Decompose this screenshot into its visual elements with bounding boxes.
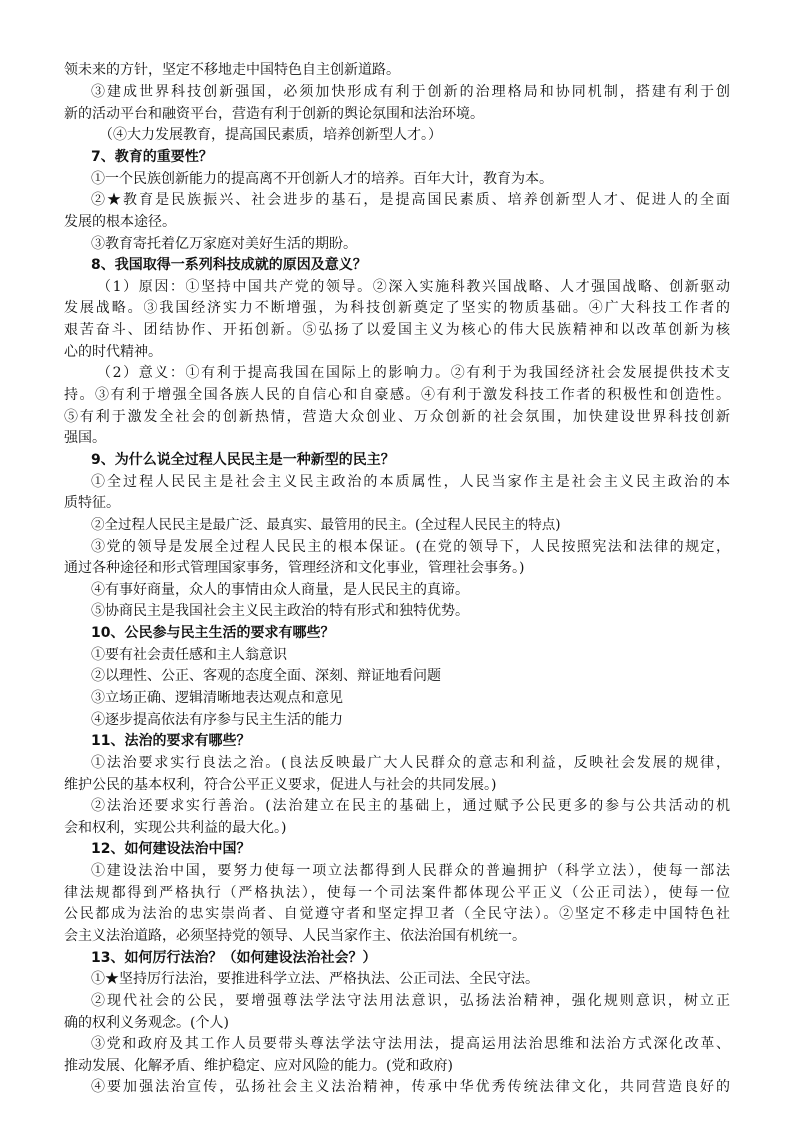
text-line: ⑤协商民主是我国社会主义民主政治的特有形式和独特优势。 <box>91 603 469 619</box>
text-line: ③教育寄托着亿万家庭对美好生活的期盼。 <box>91 236 357 252</box>
text-line: 强国。 <box>64 430 106 446</box>
text-line: （1）原因：①坚持中国共产党的领导。②深入实施科教兴国战略、人才强国战略、创新驱动 <box>97 279 730 295</box>
text-line: ①一个民族创新能力的提高离不开创新人才的培养。百年大计，教育为本。 <box>91 171 553 187</box>
section-heading: 12、如何建设法治中国？ <box>91 841 251 857</box>
text-line: ③建成世界科技创新强国，必须加快形成有利于创新的治理格局和协同机制，搭建有利于创 <box>91 84 730 100</box>
text-line: ②现代社会的公民，要增强尊法学法守法用法意识，弘扬法治精神，强化规则意识，树立正 <box>91 993 730 1009</box>
text-line: ②★教育是民族振兴、社会进步的基石，是提高国民素质、培养创新型人才、促进人的全面 <box>91 192 730 208</box>
text-line: 会和权利，实现公共利益的最大化。) <box>64 820 287 836</box>
text-line: ③党和政府及其工作人员要带头尊法学法守法用法，提高运用法治思维和法治方式深化改革、 <box>91 1036 730 1052</box>
text-line: （④大力发展教育，提高国民素质，培养创新型人才。） <box>99 127 442 143</box>
text-line: 公民都成为法治的忠实崇尚者、自觉遵守者和坚定捍卫者（全民守法）。②坚定不移走中国特色社 <box>64 906 730 922</box>
section-heading: 9、为什么说全过程人民民主是一种新型的民主？ <box>91 452 395 468</box>
text-line: ①★坚持厉行法治，要推进科学立法、严格执法、公正司法、全民守法。 <box>91 971 539 987</box>
text-line: ④逐步提高依法有序参与民主生活的能力 <box>91 712 343 728</box>
text-line: 发展的根本途径。 <box>64 214 176 230</box>
text-line: （2）意义：①有利于提高我国在国际上的影响力。②有利于为我国经济社会发展提供技术支 <box>97 365 730 381</box>
text-line: 新的活动平台和融资平台，营造有利于创新的舆论氛围和法治环境。 <box>64 106 484 122</box>
section-heading: 13、如何厉行法治？（如何建设法治社会？） <box>91 950 377 966</box>
text-line: 质特征。 <box>64 495 120 511</box>
text-line: ④要加强法治宣传，弘扬社会主义法治精神，传承中华优秀传统法律文化，共同营造良好的 <box>91 1079 730 1095</box>
text-line: 确的权利义务观念。(个人) <box>64 1015 229 1031</box>
text-line: ①建设法治中国，要努力使每一项立法都得到人民群众的普遍拥护（科学立法），使每一部法 <box>91 863 730 879</box>
text-line: 律法规都得到严格执行（严格执法），使每一个司法案件都体现公平正义（公正司法），使每一位 <box>64 885 730 901</box>
text-line: ④有事好商量，众人的事情由众人商量，是人民民主的真谛。 <box>91 582 469 598</box>
text-line: ①全过程人民民主是社会主义民主政治的本质属性，人民当家作主是社会主义民主政治的本 <box>91 474 730 490</box>
text-line: 领未来的方针，坚定不移地走中国特色自主创新道路。 <box>64 62 400 78</box>
text-line: 艰苦奋斗、团结协作、开拓创新。⑤弘扬了以爱国主义为核心的伟大民族精神和以改革创新为核 <box>64 322 730 338</box>
text-line: 持。③有利于增强全国各族人民的自信心和自豪感。④有利于激发科技工作者的积极性和创造性。 <box>64 387 730 403</box>
text-line: 心的时代精神。 <box>64 344 162 360</box>
text-line: ①法治要求实行良法之治。(良法反映最广大人民群众的意志和利益，反映社会发展的规律， <box>91 755 730 771</box>
text-line: ②全过程人民民主是最广泛、最真实、最管用的民主。(全过程人民民主的特点) <box>91 517 561 533</box>
text-line: 推动发展、化解矛盾、维护稳定、应对风险的能力。(党和政府) <box>64 1058 453 1074</box>
text-line: ③立场正确、逻辑清晰地表达观点和意见 <box>91 690 343 706</box>
text-line: 通过各种途径和形式管理国家事务，管理经济和文化事业，管理社会事务。) <box>64 560 525 576</box>
section-heading: 11、法治的要求有哪些？ <box>91 733 251 749</box>
section-heading: 10、公民参与民主生活的要求有哪些？ <box>91 625 335 641</box>
section-heading: 7、教育的重要性？ <box>91 149 213 165</box>
text-line: 会主义法治道路，必须坚持党的领导、人民当家作主、依法治国有机统一。 <box>64 928 526 944</box>
text-line: ②以理性、公正、客观的态度全面、深刻、辩证地看问题 <box>91 668 441 684</box>
text-line: ②法治还要求实行善治。(法治建立在民主的基础上，通过赋予公民更多的参与公共活动的机 <box>91 798 730 814</box>
text-line: ①要有社会责任感和主人翁意识 <box>91 647 287 663</box>
text-line: 维护公民的基本权利，符合公平正义要求，促进人与社会的共同发展。) <box>64 777 497 793</box>
section-heading: 8、我国取得一系列科技成就的原因及意义？ <box>91 257 367 273</box>
text-line: ③党的领导是发展全过程人民民主的根本保证。(在党的领导下，人民按照宪法和法律的规定， <box>91 539 730 555</box>
text-line: ⑤有利于激发全社会的创新热情，营造大众创业、万众创新的社会氛围，加快建设世界科技创新 <box>64 409 730 425</box>
text-line: 发展战略。③我国经济实力不断增强，为科技创新奠定了坚实的物质基础。④广大科技工作者的 <box>64 300 730 316</box>
